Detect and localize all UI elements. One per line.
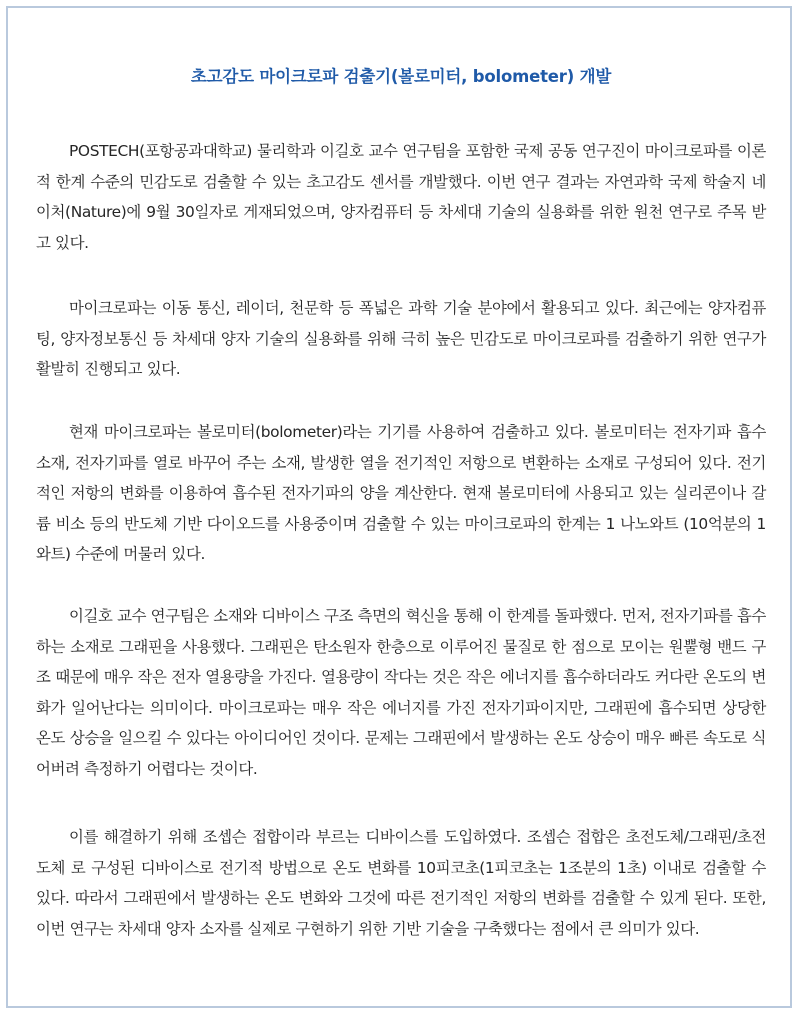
- article-paragraph: POSTECH(포항공과대학교) 물리학과 이길호 교수 연구팀을 포함한 국제 공동 연구진이 마이크로파를 이론적 한계 수준의 민감도로 검출할 수 있는 초고감도 센서를 개발했다. 이번 연구 결과는 자연과학 국제 학술지 네이처(Nature)에 9월 30일자로 게재되었으며, 양자컴퓨터 등 차세대 기술의 실용화를 위한 원천 연구로 주목 받고 있다.: [36, 142, 766, 252]
- article-frame: [6, 6, 792, 1008]
- article-title: 초고감도 마이크로파 검출기(볼로미터, bolometer) 개발: [190, 67, 612, 86]
- article-paragraph: 마이크로파는 이동 통신, 레이더, 천문학 등 폭넓은 과학 기술 분야에서 활용되고 있다. 최근에는 양자컴퓨팅, 양자정보통신 등 차세대 양자 기술의 실용화를 위해 극히 높은 민감도로 마이크로파를 검출하기 위한 연구가 활발히 진행되고 있다.: [36, 299, 766, 379]
- article-paragraph: 현재 마이크로파는 볼로미터(bolometer)라는 기기를 사용하여 검출하고 있다. 볼로미터는 전자기파 흡수 소재, 전자기파를 열로 바꾸어 주는 소재, 발생한 열을 전기적인 저항으로 변환하는 소재로 구성되어 있다. 전기적인 저항의 변화를 이용하여 흡수된 전자기파의 양을 계산한다. 현재 볼로미터에 사용되고 있는 실리콘이나 갈륨 비소 등의 반도체 기반 다이오드를 사용중이며 검출할 수 있는 마이크로파의 한계는 1 나노와트 (10억분의 1와트) 수준에 머물러 있다.: [36, 423, 766, 564]
- article-paragraph: 이길호 교수 연구팀은 소재와 디바이스 구조 측면의 혁신을 통해 이 한계를 돌파했다. 먼저, 전자기파를 흡수하는 소재로 그래핀을 사용했다. 그래핀은 탄소원자 한층으로 이루어진 물질로 한 점으로 모이는 원뿔형 밴드 구조 때문에 매우 작은 전자 열용량을 가진다. 열용량이 작다는 것은 작은 에너지를 흡수하더라도 커다란 온도의 변화가 일어난다는 의미이다. 마이크로파는 매우 작은 에너지를 가진 전자기파이지만, 그래핀에 흡수되면 상당한 온도 상승을 일으킬 수 있다는 아이디어인 것이다. 문제는 그래핀에서 발생하는 온도 상승이 매우 빠른 속도로 식어버려 측정하기 어렵다는 것이다.: [36, 607, 766, 778]
- article-paragraph: 이를 해결하기 위해 조셉슨 접합이라 부르는 디바이스를 도입하였다. 조셉슨 접합은 초전도체/그래핀/초전도체 로 구성된 디바이스로 전기적 방법으로 온도 변화를 10피코초(1피코초는 1조분의 1초) 이내로 검출할 수 있다. 따라서 그래핀에서 발생하는 온도 변화와 그것에 따른 전기적인 저항의 변화를 검출할 수 있게 된다. 또한, 이번 연구는 차세대 양자 소자를 실제로 구현하기 위한 기반 기술을 구축했다는 점에서 큰 의미가 있다.: [36, 828, 766, 938]
